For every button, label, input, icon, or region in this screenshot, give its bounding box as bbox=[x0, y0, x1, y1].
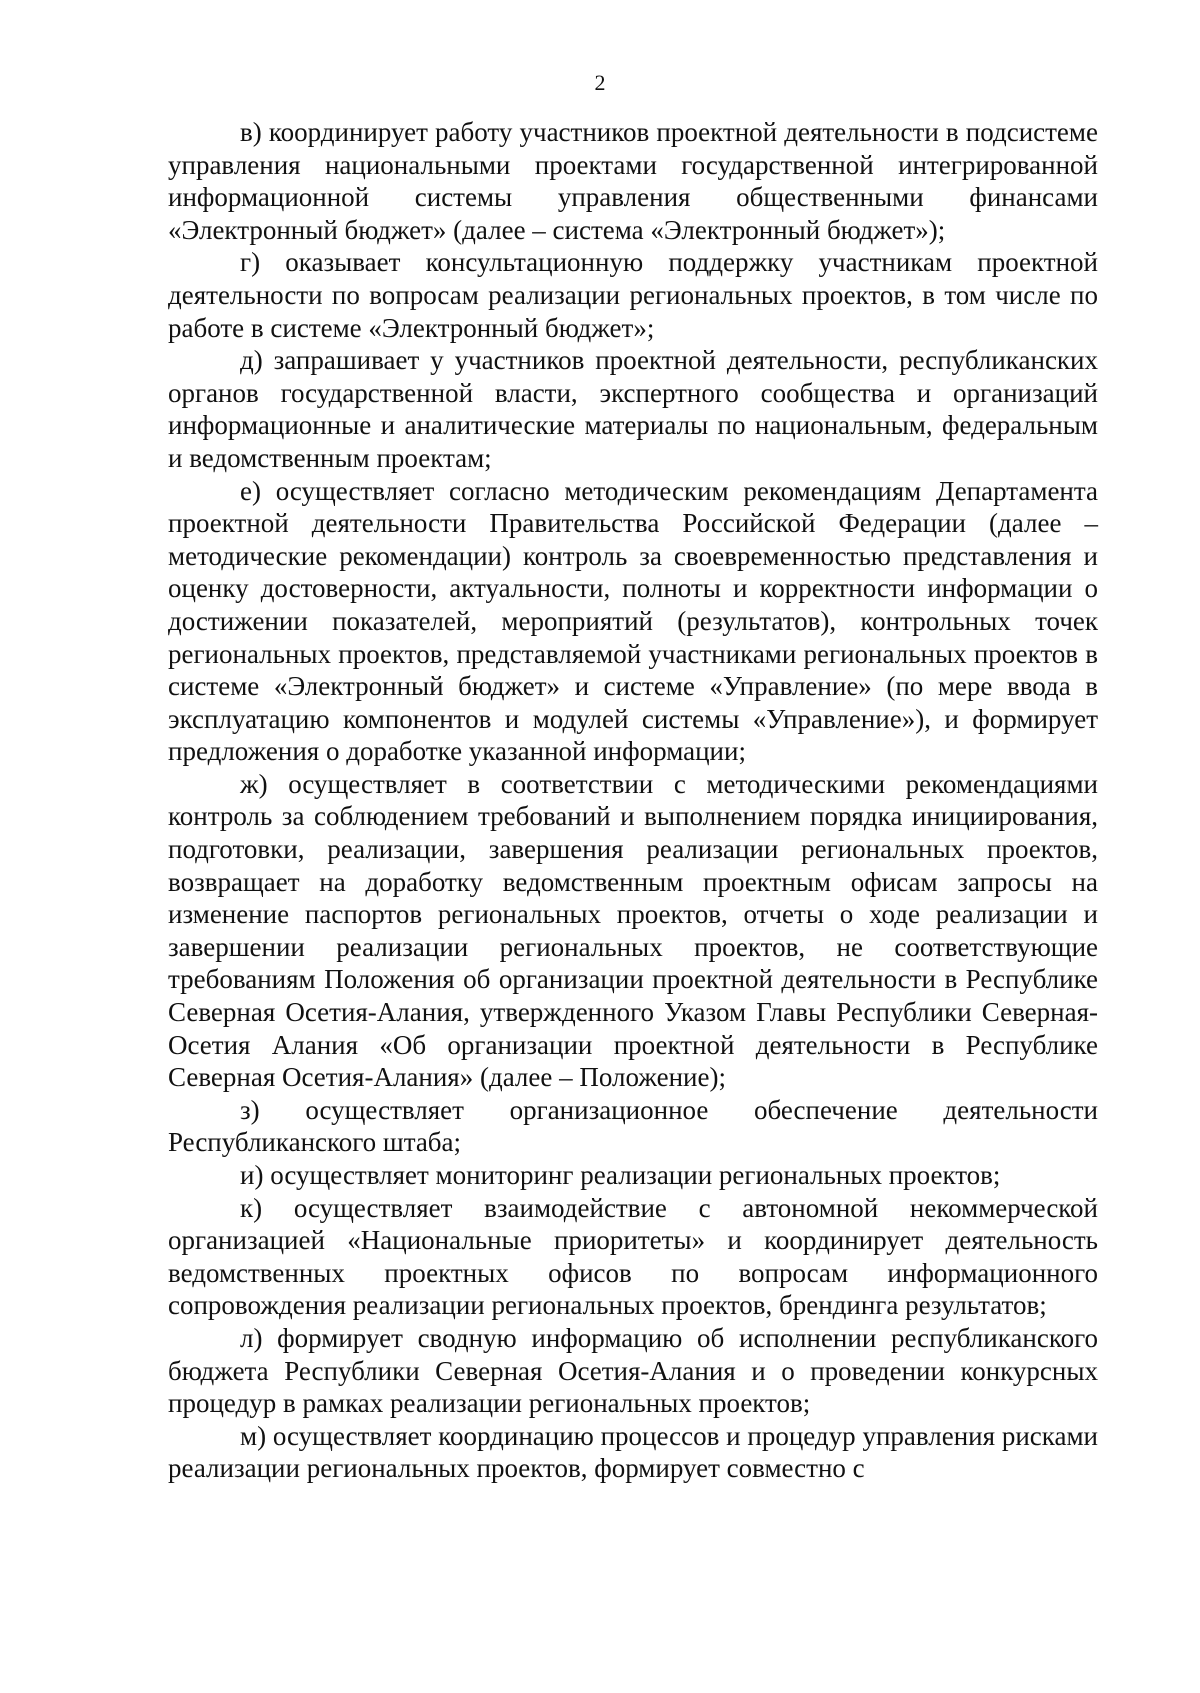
paragraph-d: д) запрашивает у участников проектной деятельности, республиканских органов государственной власти, экспертного сообщества и организаций информационные и аналитические материалы по национальным, федеральным и ведомственным проектам; bbox=[168, 345, 1098, 473]
paragraph-v: в) координирует работу участников проектной деятельности в подсистеме управления национальными проектами государственной интегрированной информационной системы управления общественными финансами «Электронный бюджет» (далее – система «Электронный бюджет»); bbox=[168, 117, 1098, 245]
paragraph-l: л) формирует сводную информацию об исполнении республиканского бюджета Республики Северная Осетия-Алания и о проведении конкурсных процедур в рамках реализации региональных проектов; bbox=[168, 1322, 1098, 1419]
paragraph-m: м) осуществляет координацию процессов и процедур управления рисками реализации региональных проектов, формирует совместно с bbox=[168, 1420, 1098, 1484]
paragraph-g: г) оказывает консультационную поддержку участникам проектной деятельности по вопросам реализации региональных проектов, в том числе по работе в системе «Электронный бюджет»; bbox=[168, 247, 1098, 343]
page-number: 2 bbox=[594, 70, 606, 95]
paragraph-zh: ж) осуществляет в соответствии с методическими рекомендациями контроль за соблюдением требований и выполнением порядка инициирования, подготовки, реализации, завершения реализации региональных проектов, возвращает на доработку ведомственным проектным офисам запросы на изменение паспортов региональных проектов, отчеты о ходе реализации и завершении реализации региональных проектов, не соответствующие требованиям Положения об организации проектной деятельности в Республике Северная Осетия-Алания, утвержденного Указом Главы Республики Северная-Осетия Алания «Об организации проектной деятельности в Республике Северная Осетия-Алания» (далее – Положение); bbox=[168, 768, 1098, 1093]
document-body bbox=[168, 116, 1098, 1485]
paragraph-e: е) осуществляет согласно методическим рекомендациям Департамента проектной деятельности Правительства Российской Федерации (далее – методические рекомендации) контроль за своевременностью представления и оценку достоверности, актуальности, полноты и корректности информации о достижении показателей, мероприятий (результатов), контрольных точек региональных проектов, представляемой участниками региональных проектов в системе «Электронный бюджет» и системе «Управление» (по мере ввода в эксплуатацию компонентов и модулей системы «Управление»), и формирует предложения о доработке указанной информации; bbox=[168, 475, 1098, 767]
paragraph-z: з) осуществляет организационное обеспечение деятельности Республиканского штаба; bbox=[168, 1094, 1098, 1158]
paragraph-k: к) осуществляет взаимодействие с автономной некоммерческой организацией «Национальные приоритеты» и координирует деятельность ведомственных проектных офисов по вопросам информационного сопровождения реализации региональных проектов, брендинга результатов; bbox=[168, 1192, 1098, 1321]
paragraph-i: и) осуществляет мониторинг реализации региональных проектов; bbox=[240, 1160, 1001, 1190]
